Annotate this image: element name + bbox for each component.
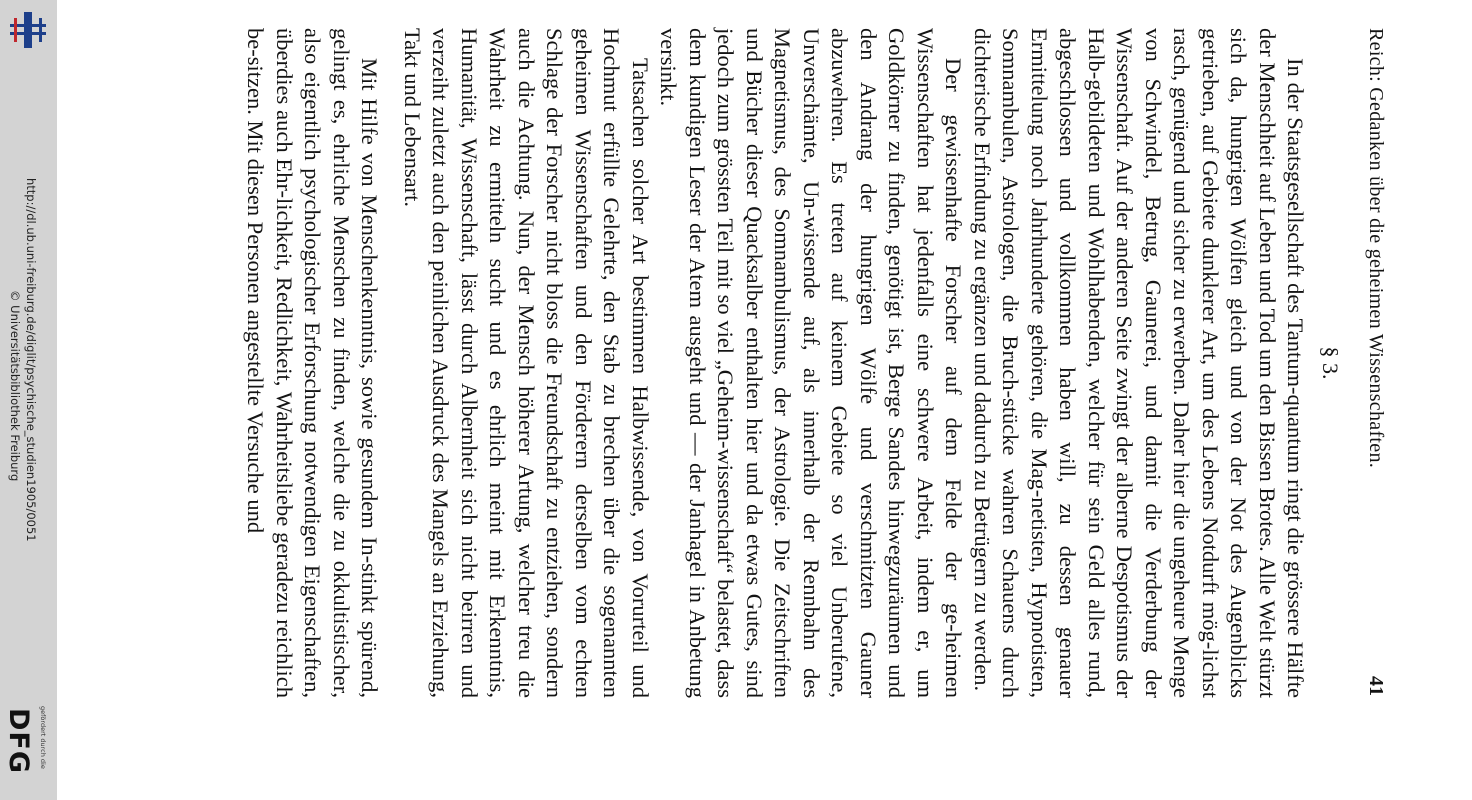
running-head — [1350, 28, 1390, 698]
scanned-page — [243, 28, 1390, 698]
paragraph: Der gewissenhafte Forscher auf dem Felde der ge-heimen Wissenschaften hat jedenfalls eine schwere Arbeit, indem er, um Goldkörner zu finden, genötigt ist, Berge Sandes hinwegzuräumen und den Andrang der hungrigen Wölfe und verschmitzten Gauner abzuwehren. Es treten auf keinem Gebiete so viel Unberufene, Unverschämte, Un-wissende auf, als innerhalb der Rennbahn des Magnetismus, des Somnambulismus, der Astrologie. Die Zeitschriften und Bücher dieser Quacksalber enthalten hier und da etwas Gutes, sind jedoch zum grössten Teil mit so viel „Geheim-wissenschaft“ belastet, dass dem kundigen Leser der Atem ausgeht und — der Janhagel in Anbetung versinkt. — [656, 28, 967, 698]
page-number: 41 — [1365, 676, 1387, 696]
document-url[interactable]: http://dl.ub.uni-freiburg.de/diglit/psychische_studien1905/0051 — [24, 178, 38, 542]
library-logo-icon — [6, 8, 50, 52]
running-title: Reich: Gedanken über die geheimen Wissenschaften. — [1365, 28, 1387, 469]
viewer-sidebar — [0, 0, 57, 800]
paragraph: Mit Hilfe von Menschenkenntnis, sowie gesundem In-stinkt spürend, gelingt es, ehrliche Menschen zu finden, welche die zu okkultistischer, also eigentlich psychologischer Erforschung notwendigen Eigenschaften, überdies auch Ehr-lichkeit, Redlichkeit, Wahrheitsliebe geradezu reichlich be-sitzen. Mit diesen Personen angestellte Versuche und — [243, 28, 383, 698]
funder-caption: gefördert durch die — [39, 706, 47, 769]
dfg-logo: DFG — [3, 708, 34, 775]
paragraph: Tatsachen solcher Art bestimmen Halbwissende, von Vorurteil und Hochmut erfüllte Gelehrte, den Stab zu brechen über die sogenannten geheimen Wissenschaften und den Förderern derselben vom echten Schlage der Forscher nicht bloss die Freundschaft zu entziehen, sondern auch die Achtung. Nun, der Mensch höherer Artung, welcher treu die Wahrheit zu ermitteln sucht und es ehrlich meint mit Erkenntnis, Humanität, Wissenschaft, lässt durch Albernheit sich nicht beirren und verzeiht zuletzt auch den peinlichen Ausdruck des Mangels an Erziehung, Takt und Lebensart. — [400, 28, 653, 698]
section-heading: § 3. — [1318, 346, 1343, 380]
paragraph: In der Staatsgesellschaft des Tantum-quantum ringt die grössere Hälfte der Menschheit auf Leben und Tod um den Bissen Brotes. Alle Welt stürzt sich da, hungrigen Wölfen gleich und von der Not des Augenblicks getrieben, auf Gebiete dunklerer Art, um des Lebens Notdurft mög-lichst rasch, genügend und sicher zu erwerben. Daher hier die ungeheure Menge von Schwindel, Betrug, Gaunerei, und damit die Verderbung der Wissenschaft. Auf der anderen Seite zwingt der alberne Despotismus der Halb-gebildeten und Wohlhabenden, welcher für sein Geld alles rund, abgeschlossen und vollkommen haben will, zu dessen genauer Ermittelung noch Jahrhunderte gehören, die Mag-netisten, Hypnotisten, Somnambulen, Astrologen, die Bruch-stücke wahren Schauens durch dichterische Erfindung zu ergänzen und dadurch zu Betrügern zu werden. — [970, 28, 1309, 698]
copyright-notice: © Universitätsbibliothek Freiburg — [8, 290, 22, 482]
